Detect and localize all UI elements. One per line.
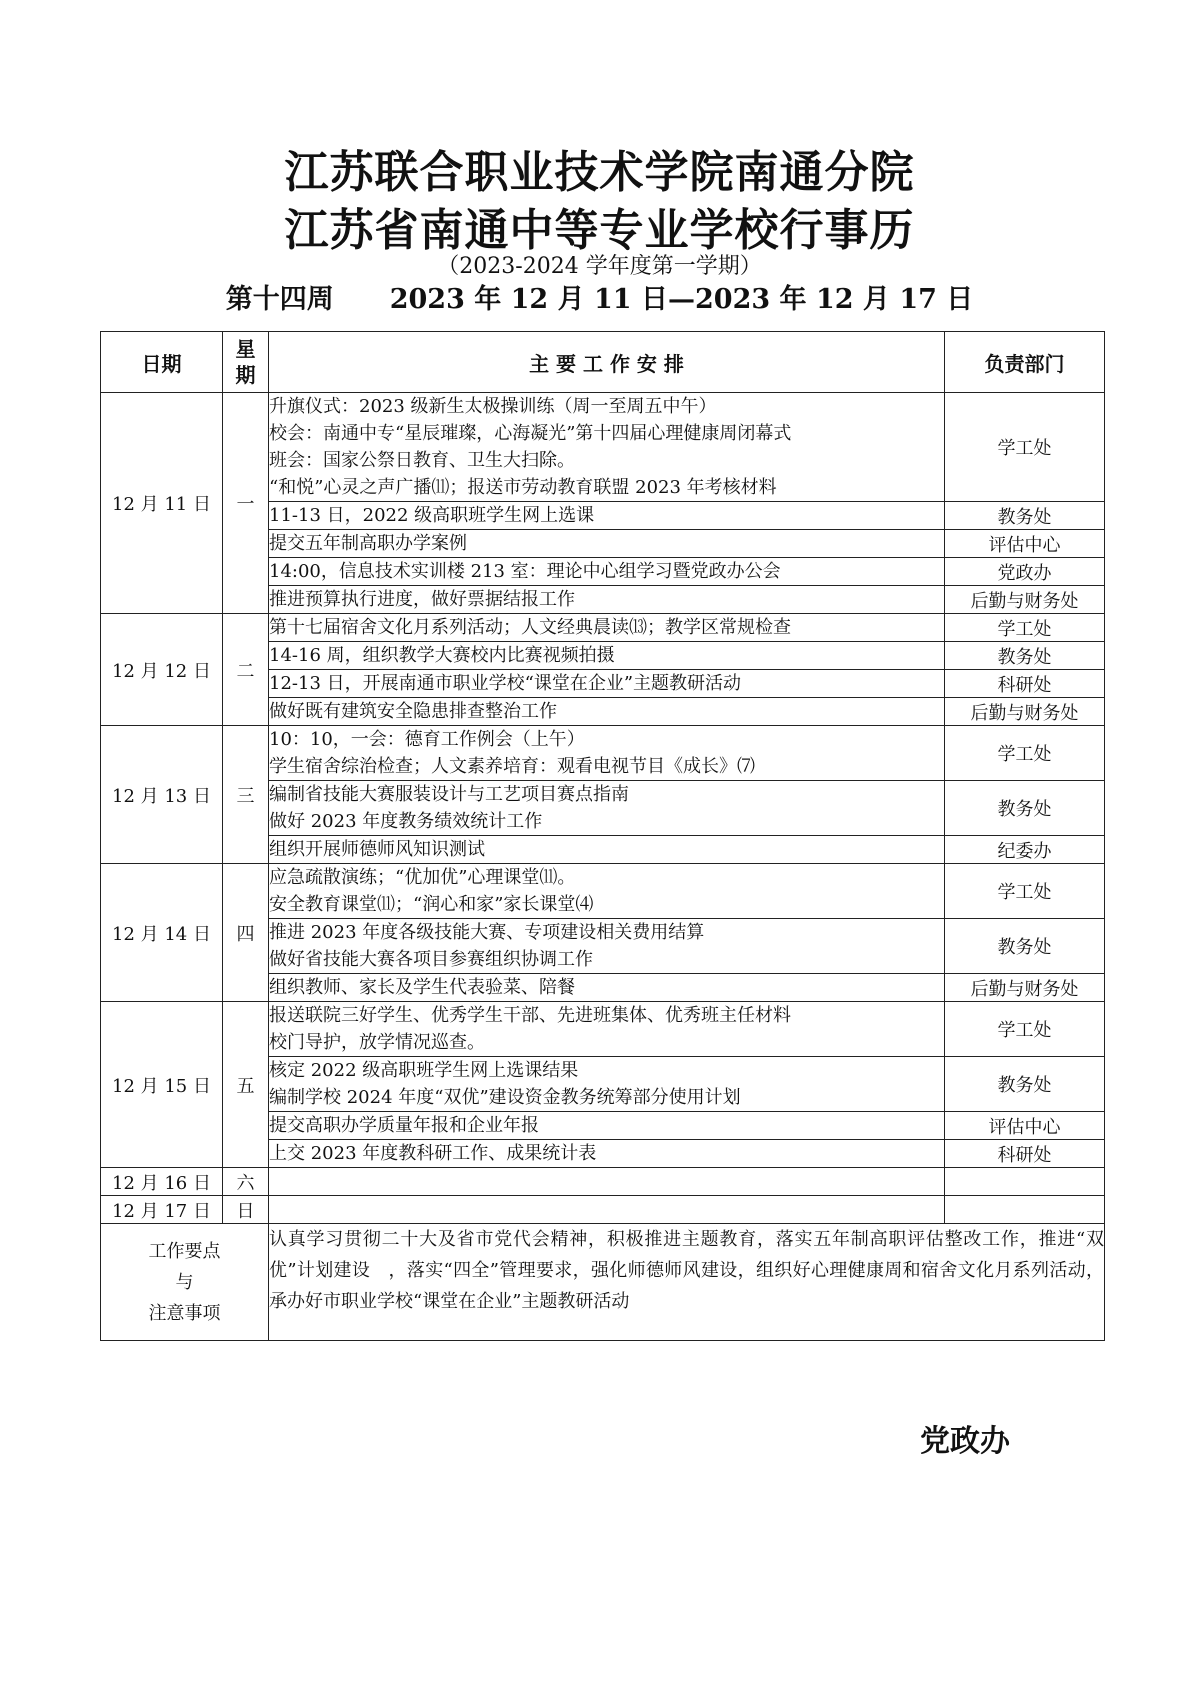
task-cell [269,670,945,698]
task-cell [269,614,945,642]
task-line: 校门导护，放学情况巡查。 [269,1032,485,1053]
task-line: 组织开展师德师风知识测试 [269,839,485,860]
signature: 党政办 [920,1424,1010,1459]
task-line: 核定 2022 级高职班学生网上选课结果 [269,1060,579,1081]
day-date: 12 月 17 日 [101,1196,223,1224]
task-cell [269,530,945,558]
task-line: 第十七届宿舍文化月系列活动；人文经典晨读⒀；教学区常规检查 [269,617,791,638]
dept-cell: 评估中心 [945,1112,1105,1140]
task-line: 11-13 日，2022 级高职班学生网上选课 [269,505,595,526]
day-date: 12 月 11 日 [101,393,223,614]
header-weekday-1: 星 [235,337,256,361]
table-row [101,1196,1105,1224]
day-weekday: 三 [223,726,269,864]
dept-cell: 教务处 [945,919,1105,974]
task-line: 14:00，信息技术实训楼 213 室：理论中心组学习暨党政办公会 [269,561,781,582]
dept-cell: 科研处 [945,670,1105,698]
task-cell [269,698,945,726]
task-cell [269,1057,945,1112]
table-row [101,1168,1105,1196]
day-date: 12 月 13 日 [101,726,223,864]
task-line: 推进 2023 年度各级技能大赛、专项建设相关费用结算 [269,922,705,943]
day-weekday: 六 [223,1168,269,1196]
task-line: 校会：南通中专“星辰璀璨，心海凝光”第十四届心理健康周闭幕式 [269,423,792,444]
dept-cell: 教务处 [945,502,1105,530]
table-row [101,1002,1105,1057]
schedule-table [100,331,1105,1341]
notes-label [101,1224,269,1341]
title-school-name: 江苏联合职业技术学院南通分院 [284,147,915,198]
task-cell [269,393,945,502]
day-weekday: 日 [223,1196,269,1224]
task-cell [269,1112,945,1140]
notes-row [101,1224,1105,1341]
task-cell [269,586,945,614]
task-line: 做好 2023 年度教务绩效统计工作 [269,811,543,832]
dept-cell: 后勤与财务处 [945,974,1105,1002]
day-date: 12 月 12 日 [101,614,223,726]
header-tasks: 主 要 工 作 安 排 [269,332,945,393]
task-cell [269,864,945,919]
header-date: 日期 [101,332,223,393]
day-weekday: 二 [223,614,269,726]
week-range: 2023 年 12 月 11 日—2023 年 12 月 17 日 [389,284,974,315]
table-row [101,393,1105,502]
task-line: 学生宿舍综治检查；人文素养培育：观看电视节目《成长》⑺ [269,756,755,777]
dept-cell [945,1168,1105,1196]
week-heading [0,283,1199,317]
day-weekday: 五 [223,1002,269,1168]
task-cell [269,726,945,781]
dept-cell: 评估中心 [945,530,1105,558]
notes-text: 认真学习贯彻二十大及省市党代会精神，积极推进主题教育，落实五年制高职评估整改工作，推进“双优”计划建设 ，落实“四全”管理要求，强化师德师风建设，组织好心理健康周和宿舍文化月系列活动，承办好市职业学校“课堂在企业”主题教研活动 [269,1224,1105,1341]
task-line: 14-16 周，组织教学大赛校内比赛视频拍摄 [269,645,615,666]
task-line: 上交 2023 年度教科研工作、成果统计表 [269,1143,597,1164]
header-weekday [223,332,269,393]
task-cell [269,1002,945,1057]
table-row [101,864,1105,919]
dept-cell: 教务处 [945,781,1105,836]
notes-label-1: 工作要点 [148,1240,221,1262]
title-calendar-name: 江苏省南通中等专业学校行事历 [284,205,915,256]
task-cell [269,642,945,670]
dept-cell: 学工处 [945,726,1105,781]
task-line: 做好既有建筑安全隐患排查整治工作 [269,701,557,722]
term-subtitle: （2023-2024 学年度第一学期） [437,254,762,279]
dept-cell: 学工处 [945,864,1105,919]
task-cell [269,502,945,530]
dept-cell: 教务处 [945,642,1105,670]
day-date: 12 月 16 日 [101,1168,223,1196]
dept-cell: 学工处 [945,614,1105,642]
task-cell [269,974,945,1002]
table-header-row [101,332,1105,393]
task-line: 编制省技能大赛服装设计与工艺项目赛点指南 [269,784,629,805]
task-line: 10：10，一会：德育工作例会（上午） [269,729,585,750]
day-weekday: 一 [223,393,269,614]
dept-cell: 学工处 [945,1002,1105,1057]
task-line: 推进预算执行进度，做好票据结报工作 [269,589,575,610]
dept-cell: 科研处 [945,1140,1105,1168]
dept-cell: 后勤与财务处 [945,586,1105,614]
dept-cell: 后勤与财务处 [945,698,1105,726]
schedule-body [101,393,1105,1224]
task-cell [269,558,945,586]
task-line: 做好省技能大赛各项目参赛组织协调工作 [269,949,593,970]
task-cell [269,1168,945,1196]
header-weekday-2: 期 [235,363,256,387]
task-line: 提交高职办学质量年报和企业年报 [269,1115,539,1136]
dept-cell: 党政办 [945,558,1105,586]
task-cell [269,1196,945,1224]
task-line: 提交五年制高职办学案例 [269,533,467,554]
task-line: 班会：国家公祭日教育、卫生大扫除。 [269,450,575,471]
table-row [101,614,1105,642]
task-line: 安全教育课堂⑾；“润心和家”家长课堂⑷ [269,894,594,915]
dept-cell: 学工处 [945,393,1105,502]
dept-cell [945,1196,1105,1224]
dept-cell: 教务处 [945,1057,1105,1112]
task-cell [269,919,945,974]
task-cell [269,781,945,836]
task-cell [269,836,945,864]
day-weekday: 四 [223,864,269,1002]
header-dept: 负责部门 [945,332,1105,393]
task-line: 编制学校 2024 年度“双优”建设资金教务统筹部分使用计划 [269,1087,741,1108]
task-line: 升旗仪式：2023 级新生太极操训练（周一至周五中午） [269,396,717,417]
task-line: 组织教师、家长及学生代表验菜、陪餐 [269,977,575,998]
day-date: 12 月 14 日 [101,864,223,1002]
task-line: 12-13 日，开展南通市职业学校“课堂在企业”主题教研活动 [269,673,742,694]
dept-cell: 纪委办 [945,836,1105,864]
task-line: 报送联院三好学生、优秀学生干部、先进班集体、优秀班主任材料 [269,1005,791,1026]
task-cell [269,1140,945,1168]
week-label: 第十四周 [225,284,334,315]
task-line: 应急疏散演练；“优加优”心理课堂⑾。 [269,867,576,888]
notes-label-2: 与 [175,1271,194,1293]
day-date: 12 月 15 日 [101,1002,223,1168]
notes-label-3: 注意事项 [148,1302,221,1324]
table-row [101,726,1105,781]
task-line: “和悦”心灵之声广播⑾；报送市劳动教育联盟 2023 年考核材料 [269,477,777,498]
